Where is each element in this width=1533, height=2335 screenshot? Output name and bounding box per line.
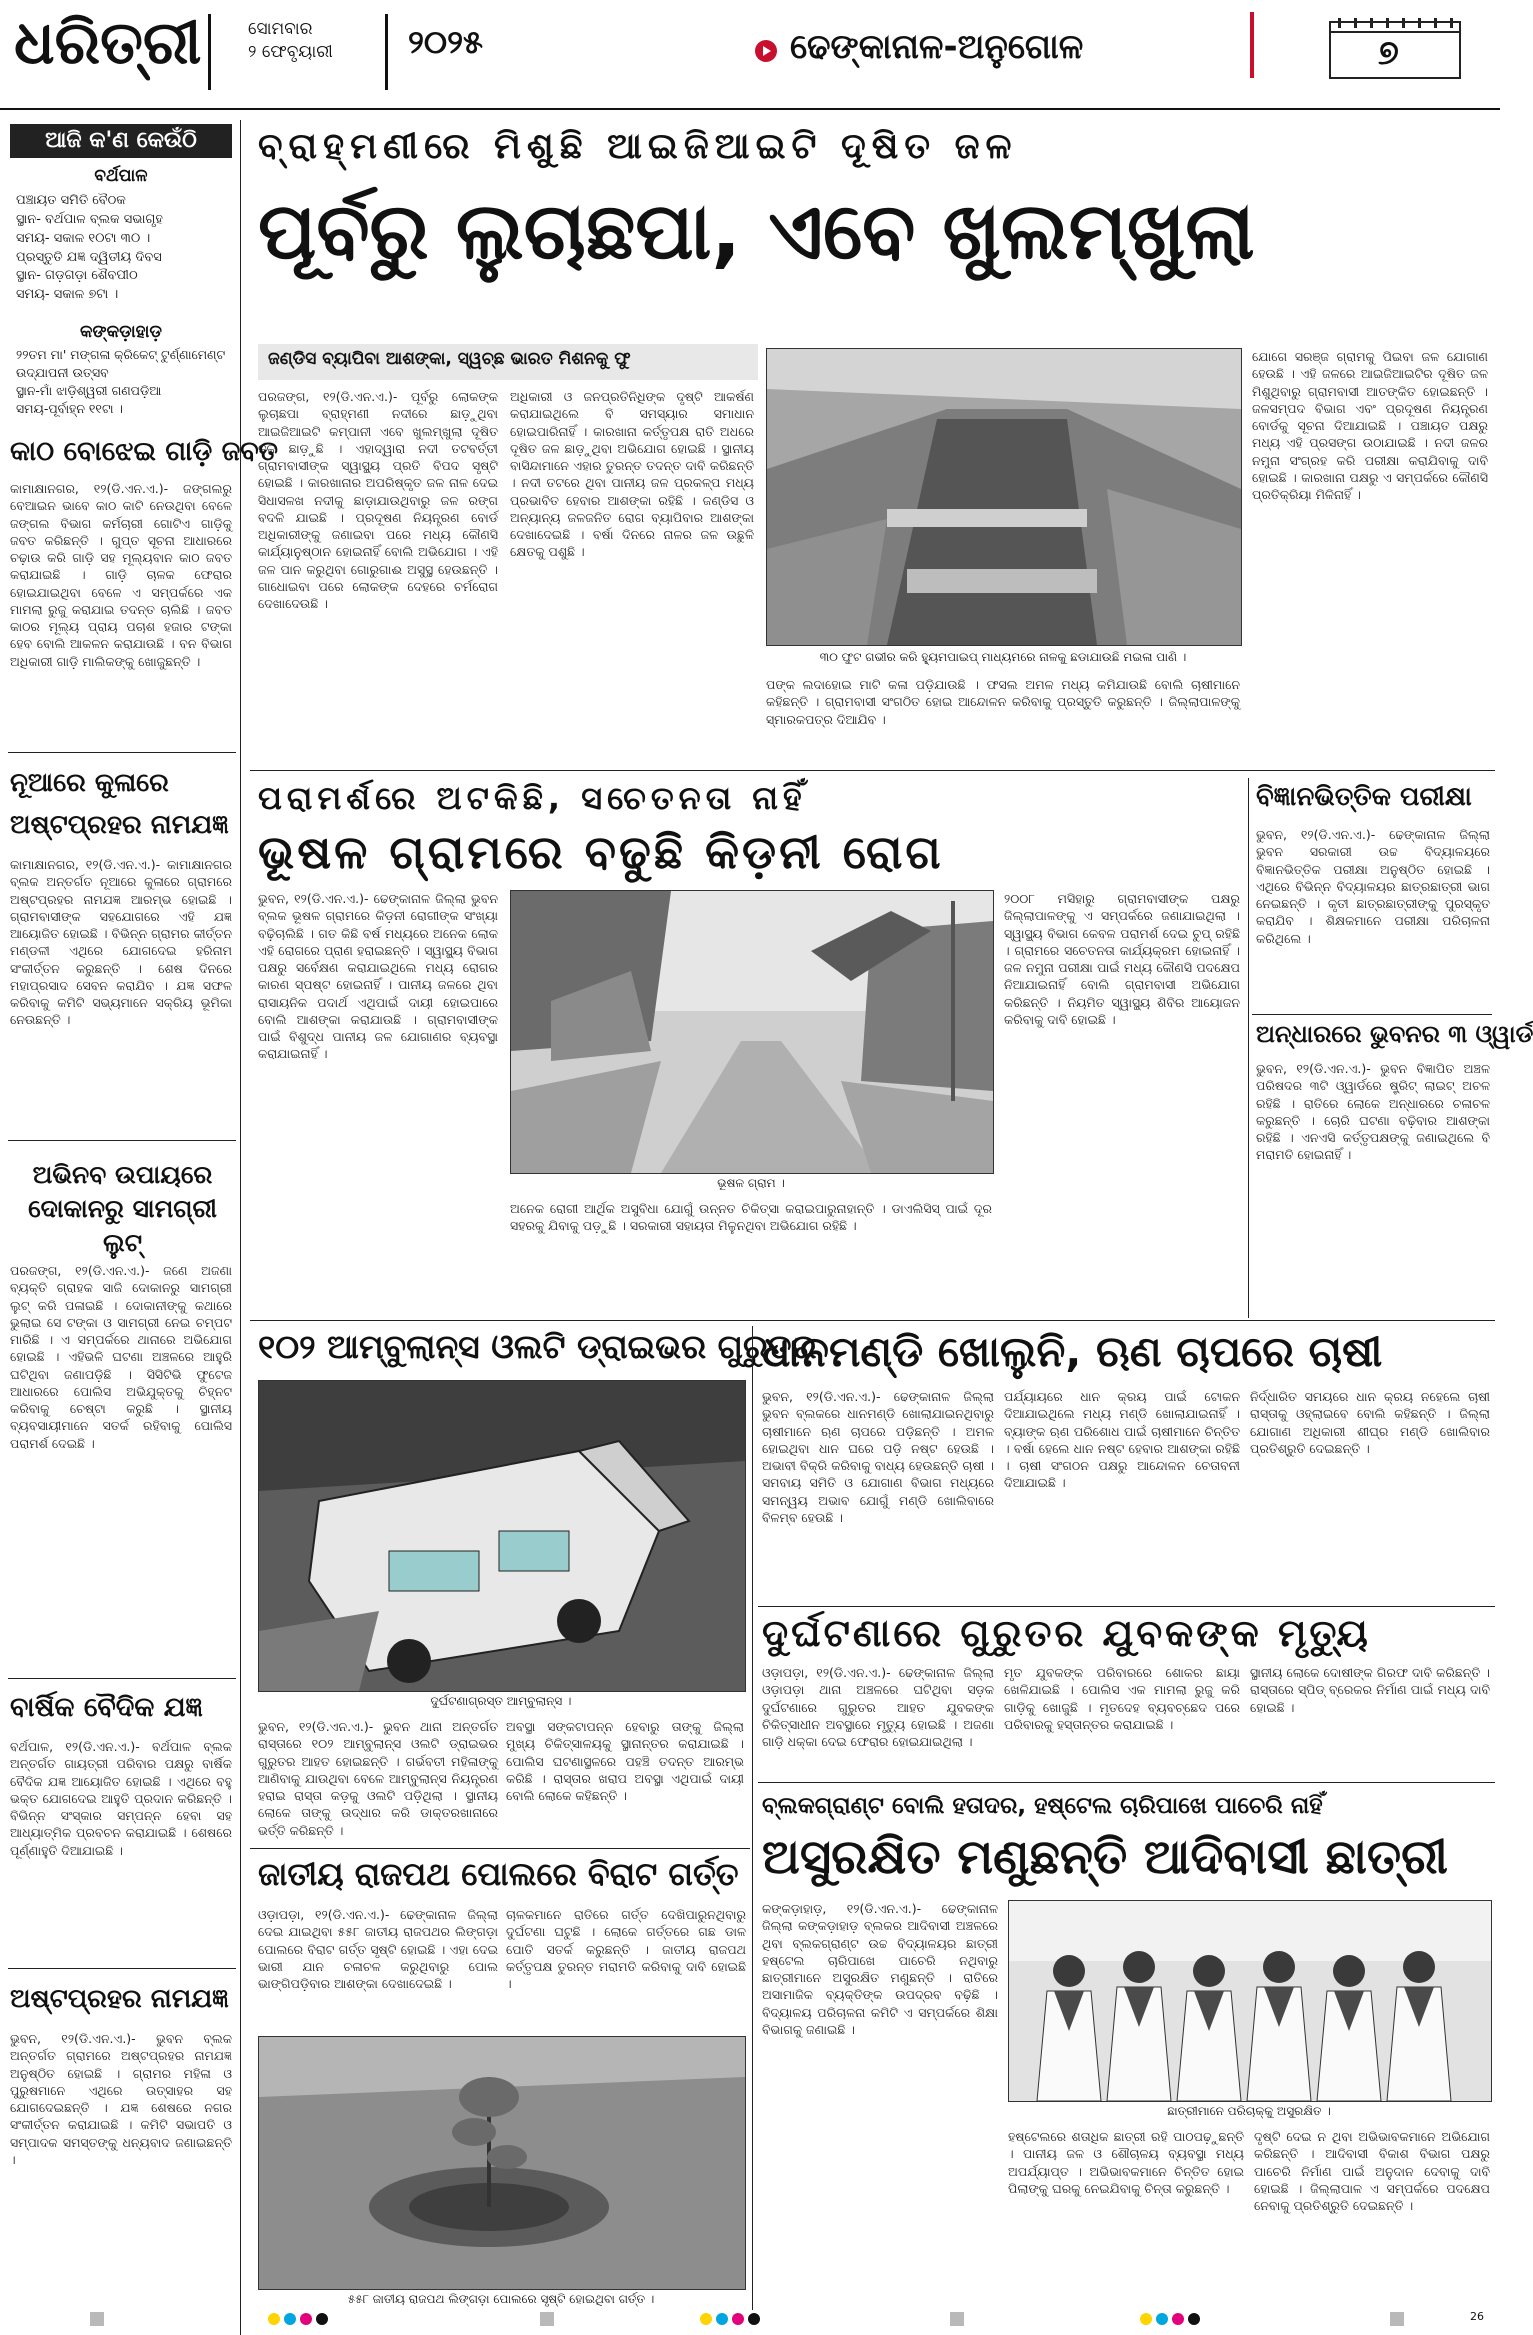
- lead-kicker: ବ୍ରାହ୍ମଣୀରେ ମିଶୁଛି ଆଇଜିଆଇଟି ଦୂଷିତ ଜଳ: [258, 126, 1018, 167]
- edition-name: ଢେଙ୍କାନାଳ-ଅନୁଗୋଳ: [790, 27, 1084, 67]
- agenda-title: ଆଜି କ'ଣ କେଉଁଠି: [10, 124, 232, 158]
- accident-col-1: ଓଡ଼ାପଡ଼ା, ୧୨(ଡି.ଏନ.ଏ.)- ଢେଙ୍କାନାଳ ଜିଲ୍ଲା ଓଡ଼ାପଡ଼ା ଥାନା ଅଞ୍ଚଳରେ ଘଟିଥିବା ସଡ଼କ ଦୁର୍ଘଟଣାରେ ଗୁରୁତର ଆହତ ଯୁବକଙ୍କ ଚିକିତ୍ସାଧୀନ ଅବସ୍ଥାରେ ମୃତ୍ୟୁ ହୋଇଛି । ଅଜଣା ଗାଡ଼ି ଧକ୍କା ଦେଇ ଫେରାର ହୋଇଯାଇଥିଲା ।: [762, 1665, 994, 1749]
- yajna-headline: ଅଷ୍ଟପ୍ରହର ନାମଯଜ୍ଞ: [10, 810, 229, 840]
- ambulance-photo-caption: ଦୁର୍ଘଟଣାଗ୍ରସ୍ତ ଆମ୍ବୁଲାନ୍ସ ।: [430, 1694, 572, 1708]
- lead-col-3: ପଙ୍କ ଲଦାହୋଇ ମାଟି କଳା ପଡ଼ିଯାଉଛି । ଫସଲ ଅମଳ ମଧ୍ୟ କମିଯାଉଛି ବୋଲି ଚାଷୀମାନେ କହିଛନ୍ତି । ଗ୍ରାମବାସୀ ସଂଗଠିତ ହୋଇ ଆନ୍ଦୋଳନ କରିବାକୁ ପ୍ରସ୍ତୁତି କରୁଛନ୍ତି । ଜିଲ୍ଲାପାଳଙ୍କୁ ସ୍ମାରକପତ୍ର ଦିଆଯିବ ।: [766, 677, 1240, 727]
- science-headline: ବିଜ୍ଞାନଭିତ୍ତିକ ପରୀକ୍ଷା: [1256, 782, 1472, 812]
- agenda-box: [10, 124, 232, 417]
- lead-photo: [766, 348, 1242, 646]
- overturned-ambulance-photo: [259, 1381, 745, 1691]
- masthead-title: ଧରିତ୍ରୀ: [14, 8, 202, 78]
- print-marks: [0, 2310, 1500, 2330]
- village-road-photo: [511, 891, 993, 1173]
- pothole-col-1: ଓଡ଼ାପଡ଼ା, ୧୨(ଡି.ଏନ.ଏ.)- ଢେଙ୍କାନାଳ ଜିଲ୍ଲା ଦେଇ ଯାଇଥିବା ୫୫୮ ଜାତୀୟ ରାଜପଥର ଲିଙ୍ଗଡ଼ା ପୋଲରେ ବିରାଟ ଗର୍ତ୍ତ ସୃଷ୍ଟି ହୋଇଛି । ଏହା ଦେଇ ଭାରୀ ଯାନ ଚଳାଚଳ କରୁଥିବାରୁ ପୋଲ ଭାଙ୍ଗିପଡ଼ିବାର ଆଶଙ୍କା ଦେଖାଦେଇଛି ।: [258, 1907, 498, 1991]
- agenda-item: ପ୍ରସ୍ତୁତି ଯଜ୍ଞ ଦ୍ୱିତୀୟ ଦିବସ: [16, 249, 162, 265]
- pothole-headline: ଜାତୀୟ ରାଜପଥ ପୋଲରେ ବିରାଟ ଗର୍ତ୍ତ: [258, 1855, 739, 1893]
- agenda-list-1: [16, 192, 230, 305]
- lead-subhead: ଜଣ୍ଡିସ ବ୍ୟାପିବା ଆଶଙ୍କା, ସ୍ୱଚ୍ଛ ଭାରତ ମିଶନକୁ ଫୁ: [268, 349, 631, 369]
- ambulance-photo: [258, 1380, 746, 1692]
- issue-year: ୨୦୨୫: [408, 23, 484, 61]
- dhan-col-3: ନିର୍ଦ୍ଧାରିତ ସମୟରେ ଧାନ କ୍ରୟ ନହେଲେ ଚାଷୀ ରାସ୍ତାକୁ ଓହ୍ଲାଇବେ ବୋଲି କହିଛନ୍ତି । ଜିଲ୍ଲା ଯୋଗାଣ ଅଧିକାରୀ ଶୀଘ୍ର ମଣ୍ଡି ଖୋଲିବାର ପ୍ରତିଶ୍ରୁତି ଦେଇଛନ୍ତି ।: [1250, 1389, 1490, 1456]
- agenda-item: ସ୍ଥାନ- ବର୍ଥପାଳ ବ୍ଲକ ସଭାଗୃହ: [16, 211, 163, 227]
- kidney-headline: ଭୂଷଳ ଗ୍ରାମରେ ବଢୁଛି କିଡ଼ନୀ ରୋଗ: [258, 825, 944, 879]
- yajna2-headline: ଅଷ୍ଟପ୍ରହର ନାମଯଜ୍ଞ: [10, 1984, 229, 2014]
- tribal-photo-caption: ଛାତ୍ରୀମାନେ ପରିଚାକ୍କୁ ଅସୁରକ୍ଷିତ ।: [1167, 2104, 1331, 2118]
- masthead: [0, 0, 1500, 112]
- accident-col-3: ସ୍ଥାନୀୟ ଲୋକେ ଦୋଷୀଙ୍କ ଗିରଫ ଦାବି କରିଛନ୍ତି । ରାସ୍ତାରେ ସ୍ପିଡ୍ ବ୍ରେକର ନିର୍ମାଣ ପାଇଁ ମଧ୍ୟ ଦାବି ହୋଇଛି ।: [1250, 1665, 1490, 1715]
- tribal-col-3: ଦୃଷ୍ଟି ଦେଇ ନ ଥିବା ଅଭିଭାବକମାନେ ଅଭିଯୋଗ କରିଛନ୍ତି । ଆଦିବାସୀ ବିକାଶ ବିଭାଗ ପକ୍ଷରୁ ପାଚେରି ନିର୍ମାଣ ପାଇଁ ଅନୁଦାନ ଦେବାକୁ ଦାବି ହୋଇଛି । ଜିଲ୍ଲାପାଳ ଏ ସମ୍ପର୍କରେ ପଦକ୍ଷେପ ନେବାକୁ ପ୍ରତିଶ୍ରୁତି ଦେଇଛନ୍ତି ।: [1254, 2129, 1490, 2213]
- pothole-road-photo: [259, 2037, 745, 2289]
- pothole-photo: [258, 2036, 746, 2290]
- page-code: 26: [1470, 2310, 1484, 2323]
- tribal-headline: ଅସୁରକ୍ଷିତ ମଣୁଛନ୍ତି ଆଦିବାସୀ ଛାତ୍ରୀ: [762, 1829, 1448, 1885]
- agenda-place-1: ବର୍ଥପାଳ: [94, 166, 148, 186]
- dhan-headline: ଧାନମଣ୍ଡି ଖୋଲୁନି, ଋଣ ଚାପରେ ଚାଷୀ: [762, 1327, 1383, 1376]
- kidney-col-1: ଭୁବନ, ୧୨(ଡି.ଏନ.ଏ.)- ଢେଙ୍କାନାଳ ଜିଲ୍ଲା ଭୁବନ ବ୍ଲକ ଭୂଷଳ ଗ୍ରାମରେ କିଡ଼ନୀ ରୋଗୀଙ୍କ ସଂଖ୍ୟା ବଢ଼ିଚାଲିଛି । ଗତ କିଛି ବର୍ଷ ମଧ୍ୟରେ ଅନେକ ଲୋକ ଏହି ରୋଗରେ ପ୍ରାଣ ହରାଇଛନ୍ତି । ସ୍ୱାସ୍ଥ୍ୟ ବିଭାଗ ପକ୍ଷରୁ ସର୍ବେକ୍ଷଣ କରାଯାଇଥିଲେ ମଧ୍ୟ ରୋଗର କାରଣ ସ୍ପଷ୍ଟ ହୋଇନାହିଁ । ପାନୀୟ ଜଳରେ ଥିବା ରାସାୟନିକ ପଦାର୍ଥ ଏଥିପାଇଁ ଦାୟୀ ହୋଇପାରେ ବୋଲି ଆଶଙ୍କା କରାଯାଉଛି । ଗ୍ରାମବାସୀଙ୍କ ପାଇଁ ବିଶୁଦ୍ଧ ପାନୀୟ ଜଳ ଯୋଗାଣର ବ୍ୟବସ୍ଥା କରାଯାଇନାହିଁ ।: [258, 891, 498, 1062]
- yajna-kicker: ନୂଆରେ କୁଳାରେ: [10, 768, 169, 798]
- pothole-photo-caption: ୫୫୮ ଜାତୀୟ ରାଜପଥ ଲିଙ୍ଗଡ଼ା ପୋଲରେ ସୃଷ୍ଟି ହୋଇଥିବା ଗର୍ତ୍ତ ।: [347, 2292, 655, 2306]
- loot-headline: [10, 1158, 235, 1259]
- agenda-place-2: କଙ୍କଡ଼ାହାଡ଼: [79, 322, 163, 342]
- play-icon: [755, 40, 777, 62]
- dhan-col-2: ପର୍ଯ୍ୟାୟରେ ଧାନ କ୍ରୟ ପାଇଁ ଟୋକନ ଦିଆଯାଇଥିଲେ ମଧ୍ୟ ମଣ୍ଡି ଖୋଲାଯାଇନାହିଁ । ବ୍ୟାଙ୍କ ଋଣ ପରିଶୋଧ ପାଇଁ ଚାଷୀମାନେ ଚିନ୍ତିତ । ବର୍ଷା ହେଲେ ଧାନ ନଷ୍ଟ ହେବାର ଆଶଙ୍କା ରହିଛି । ଚାଷୀ ସଂଗଠନ ପକ୍ଷରୁ ଆନ୍ଦୋଳନ ଚେତାବନୀ ଦିଆଯାଇଛି ।: [1004, 1389, 1240, 1491]
- agenda-item: ପଞ୍ଚାୟତ ସମିତି ବୈଠକ: [16, 193, 126, 208]
- agenda-list-2: [16, 346, 230, 419]
- ambulance-col-2: ଅବସ୍ଥା ସଙ୍କଟାପନ୍ନ ହେବାରୁ ତାଙ୍କୁ ଜିଲ୍ଲା ମୁଖ୍ୟ ଚିକିତ୍ସାଳୟକୁ ସ୍ଥାନାନ୍ତର କରାଯାଇଛି । ପୋଲିସ ଘଟଣାସ୍ଥଳରେ ପହଞ୍ଚି ତଦନ୍ତ ଆରମ୍ଭ କରିଛି । ରାସ୍ତାର ଖରାପ ଅବସ୍ଥା ଏଥିପାଇଁ ଦାୟୀ ବୋଲି ଲୋକେ କହିଛନ୍ତି ।: [506, 1719, 744, 1803]
- agenda-item: ସମୟ- ସକାଳ ୧୦ଟା ୩୦ ।: [16, 230, 151, 246]
- lead-col-1: ପରଜଙ୍ଗ, ୧୨(ଡି.ଏନ.ଏ.)- ପୂର୍ବରୁ ଲୋକଙ୍କ ଲୁଚାଛପା ବ୍ରାହ୍ମଣୀ ନଦୀରେ ଛାଡ଼ୁଥିବା ଆଇଜିଆଇଟି କମ୍ପାନୀ ଏବେ ଖୁଲମ୍‌ଖୁଲା ଦୂଷିତ ଜଳ ଛାଡ଼ୁଛି । ଏହାଦ୍ୱାରା ନଦୀ ତଟବର୍ତ୍ତୀ ଗ୍ରାମବାସୀଙ୍କ ସ୍ୱାସ୍ଥ୍ୟ ପ୍ରତି ବିପଦ ସୃଷ୍ଟି ହୋଇଛି । କାରଖାନାର ଅପରିଷ୍କୃତ ଜଳ ନାଳ ଦେଇ ସିଧାସଳଖ ନଦୀକୁ ଛାଡ଼ାଯାଉଥିବାରୁ ଜଳ ରଙ୍ଗ ବଦଳି ଯାଇଛି । ପ୍ରଦୂଷଣ ନିୟନ୍ତ୍ରଣ ବୋର୍ଡ ଅଧିକାରୀଙ୍କୁ ଜଣାଇବା ପରେ ମଧ୍ୟ କୌଣସି କାର୍ଯ୍ୟାନୁଷ୍ଠାନ ହୋଇନାହିଁ ବୋଲି ଅଭିଯୋଗ । ଏହି ଜଳ ପାନ କରୁଥିବା ଗୋରୁଗାଈ ଅସୁସ୍ଥ ହେଉଛନ୍ତି । ଗାଧୋଇବା ପରେ ଲୋକଙ୍କ ଦେହରେ ଚର୍ମରୋଗ ଦେଖାଦେଉଛି ।: [258, 389, 498, 611]
- timber-headline: କାଠ ବୋଝେଇ ଗାଡ଼ି ଜବତ: [10, 436, 278, 467]
- agenda-item: ୨୨ତମ ମା' ମଙ୍ଗଳା କ୍ରିକେଟ୍ ଟୁର୍ଣ୍ଣାମେଣ୍ଟ: [16, 347, 226, 362]
- accident-headline: ଦୁର୍ଘଟଣାରେ ଗୁରୁତର ଯୁବକଙ୍କ ମୃତ୍ୟୁ: [762, 1611, 1371, 1655]
- ambulance-headline: ୧୦୨ ଆମ୍ବୁଲାନ୍ସ ଓଲଟି ଡ୍ରାଇଭର ଗୁରୁତର: [258, 1327, 817, 1366]
- vedic-body: ବର୍ଥପାଳ, ୧୨(ଡି.ଏନ.ଏ.)- ବର୍ଥପାଳ ବ୍ଲକ ଅନ୍ତର୍ଗତ ଗାୟତ୍ରୀ ପରିବାର ପକ୍ଷରୁ ବାର୍ଷିକ ବୈଦିକ ଯଜ୍ଞ ଆୟୋଜିତ ହୋଇଛି । ଏଥିରେ ବହୁ ଭକ୍ତ ଯୋଗଦେଇ ଆହୁତି ପ୍ରଦାନ କରିଛନ୍ତି । ବିଭିନ୍ନ ସଂସ୍କାର ସମ୍ପନ୍ନ ହେବା ସହ ଆଧ୍ୟାତ୍ମିକ ପ୍ରବଚନ କରାଯାଇଛି । ଶେଷରେ ପୂର୍ଣ୍ଣାହୁତି ଦିଆଯାଇଛି ।: [10, 1739, 232, 1858]
- kidney-col-2: ଅନେକ ରୋଗୀ ଆର୍ଥିକ ଅସୁବିଧା ଯୋଗୁଁ ଉନ୍ନତ ଚିକିତ୍ସା କରାଇପାରୁନାହାନ୍ତି । ଡାଏଲିସିସ୍ ପାଇଁ ଦୂର ସହରକୁ ଯିବାକୁ ପଡ଼ୁଛି । ସରକାରୀ ସହାୟତା ମିଳୁନଥିବା ଅଭିଯୋଗ ରହିଛି ।: [510, 1201, 992, 1234]
- edition-accent-bar: [1250, 12, 1254, 78]
- lead-subhead-bar: [258, 344, 758, 380]
- agenda-item: ସମୟ- ସକାଳ ୭ଟା ।: [16, 287, 119, 303]
- tribal-col-2: ହଷ୍ଟେଲରେ ଶତାଧିକ ଛାତ୍ରୀ ରହି ପାଠପଢ଼ୁଛନ୍ତି । ପାନୀୟ ଜଳ ଓ ଶୌଚାଳୟ ବ୍ୟବସ୍ଥା ମଧ୍ୟ ଅପର୍ଯ୍ୟାପ୍ତ । ଅଭିଭାବକମାନେ ଚିନ୍ତିତ ହୋଇ ପିଲାଙ୍କୁ ଘରକୁ ନେଇଯିବାକୁ ଚିନ୍ତା କରୁଛନ୍ତି ।: [1008, 2129, 1244, 2196]
- agenda-item: ସ୍ଥାନ- ଗଡ଼ଗଡ଼ା ଶୈବପୀଠ: [16, 268, 138, 284]
- tribal-col-1: କଙ୍କଡ଼ାହାଡ଼, ୧୨(ଡି.ଏନ.ଏ.)- ଢେଙ୍କାନାଳ ଜିଲ୍ଲା କଙ୍କଡ଼ାହାଡ଼ ବ୍ଲକର ଆଦିବାସୀ ଅଞ୍ଚଳରେ ଥିବା ବ୍ଲକଗ୍ରାଣ୍ଟ ଉଚ୍ଚ ବିଦ୍ୟାଳୟର ଛାତ୍ରୀ ହଷ୍ଟେଲ ଚାରିପାଖେ ପାଚେରି ନଥିବାରୁ ଛାତ୍ରୀମାନେ ଅସୁରକ୍ଷିତ ମଣୁଛନ୍ତି । ରାତିରେ ଅସାମାଜିକ ବ୍ୟକ୍ତିଙ୍କ ଉପଦ୍ରବ ବଢ଼ିଛି । ବିଦ୍ୟାଳୟ ପରିଚାଳନା କମିଟି ଏ ସମ୍ପର୍କରେ ଶିକ୍ଷା ବିଭାଗକୁ ଜଣାଇଛି ।: [762, 1901, 998, 2037]
- accident-col-2: ମୃତ ଯୁବକଙ୍କ ପରିବାରରେ ଶୋକର ଛାୟା ଖେଳିଯାଇଛି । ପୋଲିସ ଏକ ମାମଲା ରୁଜୁ କରି ଗାଡ଼ିକୁ ଖୋଜୁଛି । ମୃତଦେହ ବ୍ୟବଚ୍ଛେଦ ପରେ ପରିବାରକୁ ହସ୍ତାନ୍ତର କରାଯାଇଛି ।: [1004, 1665, 1240, 1732]
- issue-day: ସୋମବାର: [248, 19, 313, 39]
- students-group-photo: [1009, 1901, 1491, 2101]
- loot-headline-text: ଅଭିନବ ଉପାୟରେ ଦୋକାନରୁ ସାମଗ୍ରୀ ଲୁଟ୍: [28, 1160, 217, 1257]
- yajna-body: କାମାକ୍ଷାନଗର, ୧୨(ଡି.ଏନ.ଏ.)- କାମାକ୍ଷାନଗର ବ୍ଲକ ଅନ୍ତର୍ଗତ ନୂଆରେ କୁଳାରେ ଗ୍ରାମରେ ଅଷ୍ଟପ୍ରହର ନାମଯଜ୍ଞ ଆରମ୍ଭ ହୋଇଛି । ଗ୍ରାମବାସୀଙ୍କ ସହଯୋଗରେ ଏହି ଯଜ୍ଞ ଆୟୋଜିତ ହୋଇଛି । ବିଭିନ୍ନ ଗ୍ରାମର କୀର୍ତ୍ତନ ମଣ୍ଡଳୀ ଏଥିରେ ଯୋଗଦେଇ ହରିନାମ ସଂକୀର୍ତ୍ତନ କରୁଛନ୍ତି । ଶେଷ ଦିନରେ ମହାପ୍ରସାଦ ସେବନ କରାଯିବ । ଯଜ୍ଞ ସଫଳ କରିବାକୁ କମିଟି ସଭ୍ୟମାନେ ସକ୍ରିୟ ଭୂମିକା ନେଉଛନ୍ତି ।: [10, 857, 232, 1028]
- issue-date-text: ୨ ଫେବୃୟାରୀ: [248, 41, 333, 62]
- issue-date: [248, 18, 333, 64]
- science-body: ଭୁବନ, ୧୨(ଡି.ଏନ.ଏ.)- ଢେଙ୍କାନାଳ ଜିଲ୍ଲା ଭୁବନ ସରକାରୀ ଉଚ୍ଚ ବିଦ୍ୟାଳୟରେ ବିଜ୍ଞାନଭିତ୍ତିକ ପରୀକ୍ଷା ଅନୁଷ୍ଠିତ ହୋଇଛି । ଏଥିରେ ବିଭିନ୍ନ ବିଦ୍ୟାଳୟର ଛାତ୍ରଛାତ୍ରୀ ଭାଗ ନେଇଛନ୍ତି । କୃତୀ ଛାତ୍ରଛାତ୍ରୀଙ୍କୁ ପୁରସ୍କୃତ କରାଯିବ । ଶିକ୍ଷକମାନେ ପରୀକ୍ଷା ପରିଚାଳନା କରିଥିଲେ ।: [1256, 827, 1490, 946]
- ward-body: ଭୁବନ, ୧୨(ଡି.ଏନ.ଏ.)- ଭୁବନ ବିଜ୍ଞାପିତ ଅଞ୍ଚଳ ପରିଷଦର ୩ଟି ଓ୍ୱାର୍ଡରେ ଷ୍ଟ୍ରିଟ୍ ଲାଇଟ୍ ଅଚଳ ରହିଛି । ରାତିରେ ଲୋକେ ଅନ୍ଧାରରେ ଚଳାଚଳ କରୁଛନ୍ତି । ଚୋରି ଘଟଣା ବଢ଼ିବାର ଆଶଙ୍କା ରହିଛି । ଏନଏସି କର୍ତ୍ତୃପକ୍ଷଙ୍କୁ ଜଣାଇଥିଲେ ବି ମରାମତି ହୋଇନାହିଁ ।: [1256, 1061, 1490, 1163]
- kidney-photo-caption: ଭୂଷଳ ଗ୍ରାମ ।: [717, 1176, 785, 1190]
- tribal-photo: [1008, 1900, 1492, 2102]
- agenda-item: ସମୟ-ପୂର୍ବାହ୍ନ ୧୧ଟା ।: [16, 401, 124, 417]
- kidney-col-3: ୨୦୦୮ ମସିହାରୁ ଗ୍ରାମବାସୀଙ୍କ ପକ୍ଷରୁ ଜିଲ୍ଲାପାଳଙ୍କୁ ଏ ସମ୍ପର୍କରେ ଜଣାଯାଇଥିଲା । ସ୍ୱାସ୍ଥ୍ୟ ବିଭାଗ କେବଳ ପରାମର୍ଶ ଦେଇ ଚୁପ୍ ରହିଛି । ଗ୍ରାମରେ ସଚେତନତା କାର୍ଯ୍ୟକ୍ରମ ହୋଇନାହିଁ । ଜଳ ନମୁନା ପରୀକ୍ଷା ପାଇଁ ମଧ୍ୟ କୌଣସି ପଦକ୍ଷେପ ନିଆଯାଇନାହିଁ ବୋଲି ଗ୍ରାମବାସୀ ଅଭିଯୋଗ କରିଛନ୍ତି । ନିୟମିତ ସ୍ୱାସ୍ଥ୍ୟ ଶିବିର ଆୟୋଜନ କରିବାକୁ ଦାବି ହୋଇଛି ।: [1004, 891, 1240, 1027]
- agenda-item: ସ୍ଥାନ-ମାଁ ଝାଡ଼ିଶ୍ୱରୀ ଗଣପଡ଼ିଆ: [16, 383, 162, 399]
- lead-headline: ପୂର୍ବରୁ ଲୁଚାଛପା, ଏବେ ଖୁଲମ୍‌ଖୁଲା: [258, 187, 1255, 277]
- ambulance-col-1: ଭୁବନ, ୧୨(ଡି.ଏନ.ଏ.)- ଭୁବନ ଥାନା ଅନ୍ତର୍ଗତ ରାସ୍ତାରେ ୧୦୨ ଆମ୍ବୁଲାନ୍ସ ଓଲଟି ଡ୍ରାଇଭର ଗୁରୁତର ଆହତ ହୋଇଛନ୍ତି । ଗର୍ଭବତୀ ମହିଳାଙ୍କୁ ଆଣିବାକୁ ଯାଉଥିବା ବେଳେ ଆମ୍ବୁଲାନ୍ସ ନିୟନ୍ତ୍ରଣ ହରାଇ ରାସ୍ତା କଡ଼କୁ ଓଲଟି ପଡ଼ିଥିଲା । ସ୍ଥାନୀୟ ଲୋକେ ତାଙ୍କୁ ଉଦ୍ଧାର କରି ଡାକ୍ତରଖାନାରେ ଭର୍ତ୍ତି କରିଛନ୍ତି ।: [258, 1719, 498, 1838]
- pothole-col-2: ଚାଳକମାନେ ରାତିରେ ଗର୍ତ୍ତ ଦେଖିପାରୁନଥିବାରୁ ଦୁର୍ଘଟଣା ଘଟୁଛି । ଲୋକେ ଗର୍ତ୍ତରେ ଗଛ ଡାଳ ପୋତି ସତର୍କ କରୁଛନ୍ତି । ଜାତୀୟ ରାଜପଥ କର୍ତ୍ତୃପକ୍ଷ ତୁରନ୍ତ ମରାମତି କରିବାକୁ ଦାବି ହୋଇଛି ।: [506, 1907, 746, 1991]
- trench-pipe-photo: [767, 349, 1241, 645]
- page-number: ୭: [1378, 33, 1399, 73]
- dhan-col-1: ଭୁବନ, ୧୨(ଡି.ଏନ.ଏ.)- ଢେଙ୍କାନାଳ ଜିଲ୍ଲା ଭୁବନ ବ୍ଲକରେ ଧାନମଣ୍ଡି ଖୋଲାଯାଇନଥିବାରୁ ଚାଷୀମାନେ ଋଣ ଚାପରେ ପଡ଼ିଛନ୍ତି । ଅମଳ ହୋଇଥିବା ଧାନ ଘରେ ପଡ଼ି ନଷ୍ଟ ହେଉଛି । ଅଭାବୀ ବିକ୍ରି କରିବାକୁ ବାଧ୍ୟ ହେଉଛନ୍ତି ଚାଷୀ । ସମବାୟ ସମିତି ଓ ଯୋଗାଣ ବିଭାଗ ମଧ୍ୟରେ ସମନ୍ୱୟ ଅଭାବ ଯୋଗୁଁ ମଣ୍ଡି ଖୋଲିବାରେ ବିଳମ୍ବ ହେଉଛି ।: [762, 1389, 994, 1525]
- timber-body: କାମାକ୍ଷାନଗର, ୧୨(ଡି.ଏନ.ଏ.)- ଜଙ୍ଗଲରୁ ବେଆଇନ ଭାବେ କାଠ କାଟି ନେଉଥିବା ବେଳେ ଜଙ୍ଗଲ ବିଭାଗ କର୍ମଚାରୀ ଗୋଟିଏ ଗାଡ଼ିକୁ ଜବତ କରିଛନ୍ତି । ଗୁପ୍ତ ସୂଚନା ଆଧାରରେ ଚଢ଼ାଉ କରି ଗାଡ଼ି ସହ ମୂଲ୍ୟବାନ କାଠ ଜବତ କରାଯାଇଛି । ଗାଡ଼ି ଚାଳକ ଫେରାର ହୋଇଯାଇଥିବା ବେଳେ ଏ ସମ୍ପର୍କରେ ଏକ ମାମଲା ରୁଜୁ କରାଯାଇ ତଦନ୍ତ ଚାଲିଛି । ଜବତ କାଠର ମୂଲ୍ୟ ପ୍ରାୟ ପଚାଶ ହଜାର ଟଙ୍କା ହେବ ବୋଲି ଆକଳନ କରାଯାଉଛି । ବନ ବିଭାଗ ଅଧିକାରୀ ଗାଡ଼ି ମାଲିକଙ୍କୁ ଖୋଜୁଛନ୍ତି ।: [10, 481, 232, 669]
- lead-col-2: ଅଧିକାରୀ ଓ ଜନପ୍ରତିନିଧିଙ୍କ ଦୃଷ୍ଟି ଆକର୍ଷଣ କରାଯାଇଥିଲେ ବି ସମସ୍ୟାର ସମାଧାନ ହୋଇପାରିନାହିଁ । କାରଖାନା କର୍ତ୍ତୃପକ୍ଷ ରାତି ଅଧରେ ଦୂଷିତ ଜଳ ଛାଡ଼ୁଥିବା ଅଭିଯୋଗ ହୋଇଛି । ସ୍ଥାନୀୟ ବାସିନ୍ଦାମାନେ ଏହାର ତୁରନ୍ତ ତଦନ୍ତ ଦାବି କରିଛନ୍ତି । ନଦୀ ତଟରେ ଥିବା ପାନୀୟ ଜଳ ପ୍ରକଳ୍ପ ମଧ୍ୟ ପ୍ରଭାବିତ ହେବାର ଆଶଙ୍କା ରହିଛି । ଜଣ୍ଡିସ ଓ ଅନ୍ୟାନ୍ୟ ଜଳଜନିତ ରୋଗ ବ୍ୟାପିବାର ଆଶଙ୍କା ଦେଖାଦେଇଛି । ବର୍ଷା ଦିନରେ ନାଳର ଜଳ ଉଛୁଳି କ୍ଷେତକୁ ପଶୁଛି ।: [510, 389, 754, 560]
- tribal-kicker: ବ୍ଲକଗ୍ରାଣ୍ଟ ବୋଲି ହତାଦର, ହଷ୍ଟେଲ ଚାରିପାଖେ ପାଚେରି ନାହିଁ: [762, 1793, 1323, 1819]
- lead-photo-caption: ୩୦ ଫୁଟ ଗଭୀର କରି ହ୍ୟୁମପାଇପ୍ ମାଧ୍ୟମରେ ନାଳକୁ ଛଡାଯାଉଛି ମଇଳା ପାଣି ।: [819, 650, 1187, 664]
- kidney-kicker: ପରାମର୍ଶରେ ଅଟକିଛି, ସଚେତନତା ନାହିଁ: [258, 779, 807, 817]
- kidney-photo: [510, 890, 994, 1174]
- yajna2-body: ଭୁବନ, ୧୨(ଡି.ଏନ.ଏ.)- ଭୁବନ ବ୍ଲକ ଅନ୍ତର୍ଗତ ଗ୍ରାମରେ ଅଷ୍ଟପ୍ରହର ନାମଯଜ୍ଞ ଅନୁଷ୍ଠିତ ହୋଇଛି । ଗ୍ରାମର ମହିଳା ଓ ପୁରୁଷମାନେ ଏଥିରେ ଉତ୍ସାହର ସହ ଯୋଗଦେଇଛନ୍ତି । ଯଜ୍ଞ ଶେଷରେ ନଗର ସଂକୀର୍ତ୍ତନ କରାଯାଇଛି । କମିଟି ସଭାପତି ଓ ସମ୍ପାଦକ ସମସ୍ତଙ୍କୁ ଧନ୍ୟବାଦ ଜଣାଇଛନ୍ତି ।: [10, 2031, 232, 2167]
- vedic-headline: ବାର୍ଷିକ ବୈଦିକ ଯଜ୍ଞ: [10, 1692, 203, 1723]
- loot-body: ପରଜଙ୍ଗ, ୧୨(ଡି.ଏନ.ଏ.)- ଜଣେ ଅଜଣା ବ୍ୟକ୍ତି ଗ୍ରାହକ ସାଜି ଦୋକାନରୁ ସାମଗ୍ରୀ ଲୁଟ୍ କରି ପଳାଇଛି । ଦୋକାନୀଙ୍କୁ କଥାରେ ଭୁଲାଇ ସେ ଟଙ୍କା ଓ ସାମଗ୍ରୀ ନେଇ ଚମ୍ପଟ ମାରିଛି । ଏ ସମ୍ପର୍କରେ ଥାନାରେ ଅଭିଯୋଗ ହୋଇଛି । ଏହିଭଳି ଘଟଣା ଅଞ୍ଚଳରେ ଆହୁରି ଘଟିଥିବା ଜଣାପଡ଼ିଛି । ସିସିଟିଭି ଫୁଟେଜ ଆଧାରରେ ପୋଲିସ ଅଭିଯୁକ୍ତକୁ ଚିହ୍ନଟ କରିବାକୁ ଚେଷ୍ଟା କରୁଛି । ସ୍ଥାନୀୟ ବ୍ୟବସାୟୀମାନେ ସତର୍କ ରହିବାକୁ ପୋଲିସ ପରାମର୍ଶ ଦେଇଛି ।: [10, 1263, 232, 1451]
- page-number-box: [1318, 14, 1468, 84]
- lead-col-4: ଯୋଗେ ସରଞ୍ଜ ଗ୍ରାମକୁ ପିଇବା ଜଳ ଯୋଗାଣ ହେଉଛି । ଏହି ଜଳରେ ଆଇଜିଆଇଟିର ଦୂଷିତ ଜଳ ମିଶୁଥିବାରୁ ଗ୍ରାମବାସୀ ଆତଙ୍କିତ ହୋଇଛନ୍ତି । ଜଳସମ୍ପଦ ବିଭାଗ ଏବଂ ପ୍ରଦୂଷଣ ନିୟନ୍ତ୍ରଣ ବୋର୍ଡକୁ ସୂଚନା ଦିଆଯାଇଛି । ପଞ୍ଚାୟତ ପକ୍ଷରୁ ମଧ୍ୟ ଏହି ପ୍ରସଙ୍ଗ ଉଠାଯାଇଛି । ନଦୀ ଜଳର ନମୁନା ସଂଗ୍ରହ କରି ପରୀକ୍ଷା କରାଯିବାକୁ ଦାବି ହୋଇଛି । କାରଖାନା ପକ୍ଷରୁ ଏ ସମ୍ପର୍କରେ କୌଣସି ପ୍ରତିକ୍ରିୟା ମିଳିନାହିଁ ।: [1252, 349, 1488, 502]
- ward-headline: ଅନ୍ଧାରରେ ଭୁବନର ୩ ଓ୍ୱାର୍ଡ: [1256, 1020, 1533, 1048]
- agenda-item: ଉଦ୍ଯାପନୀ ଉତ୍ସବ: [16, 365, 109, 381]
